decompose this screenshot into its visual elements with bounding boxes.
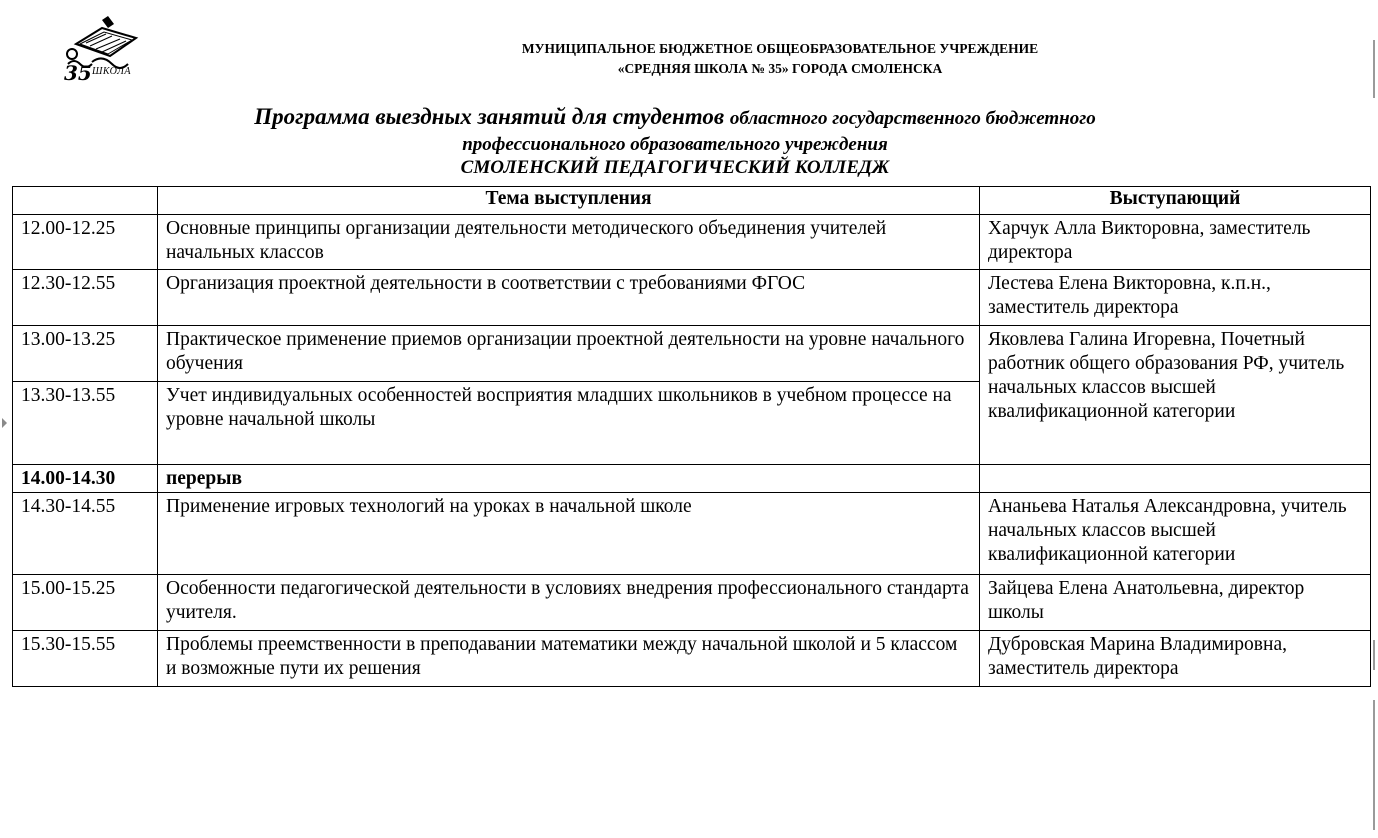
scroll-left-arrow-icon[interactable] xyxy=(2,418,7,428)
row-time: 15.00-15.25 xyxy=(13,575,158,631)
logo-caption: ШКОЛА xyxy=(92,66,131,77)
row-topic: Применение игровых технологий на уроках в начальной школе xyxy=(158,493,980,575)
row-speaker xyxy=(980,465,1371,493)
table-row xyxy=(13,270,1371,326)
table-row xyxy=(13,215,1371,270)
row-speaker: Харчук Алла Викторовна, заместитель директора xyxy=(980,215,1371,270)
row-topic: Особенности педагогической деятельности в условиях внедрения профессионального стандарта учителя. xyxy=(158,575,980,631)
header-speaker: Выступающий xyxy=(980,187,1371,215)
row-topic: перерыв xyxy=(158,465,980,493)
table-row xyxy=(13,575,1371,631)
row-topic: Проблемы преемственности в преподавании математики между начальной школой и 5 классом и возможные пути их решения xyxy=(158,631,980,687)
row-speaker: Ананьева Наталья Александровна, учитель начальных классов высшей квалификационной категории xyxy=(980,493,1371,575)
row-time: 14.00-14.30 xyxy=(13,465,158,493)
institution-name-line2: «СРЕДНЯЯ ШКОЛА № 35» ГОРОДА СМОЛЕНСКА xyxy=(617,61,943,76)
program-title-sub: областного государственного бюджетного xyxy=(729,108,1096,129)
table-row xyxy=(13,631,1371,687)
institution-name-line1: МУНИЦИПАЛЬНОЕ БЮДЖЕТНОЕ ОБЩЕОБРАЗОВАТЕЛЬНОЕ УЧРЕЖДЕНИЕ xyxy=(521,41,1039,56)
row-time: 13.00-13.25 xyxy=(13,326,158,382)
row-speaker: Зайцева Елена Анатольевна, директор школы xyxy=(980,575,1371,631)
scrollbar-marker[interactable] xyxy=(1373,640,1375,670)
row-speaker: Яковлева Галина Игоревна, Почетный работник общего образования РФ, учитель начальных классов высшей квалификационной категории xyxy=(980,326,1371,465)
header-topic: Тема выступления xyxy=(158,187,980,215)
row-speaker: Лестева Елена Викторовна, к.п.н., заместитель директора xyxy=(980,270,1371,326)
row-topic: Организация проектной деятельности в соответствии с требованиями ФГОС xyxy=(158,270,980,326)
table-row xyxy=(13,326,1371,382)
program-title-line1 xyxy=(10,106,1340,131)
row-speaker: Дубровская Марина Владимировна, заместитель директора xyxy=(980,631,1371,687)
row-time: 14.30-14.55 xyxy=(13,493,158,575)
program-title-line2: профессионального образовательного учреждения xyxy=(462,134,888,155)
table-row-break xyxy=(13,465,1371,493)
svg-text:35: 35 xyxy=(64,61,92,85)
row-time: 13.30-13.55 xyxy=(13,382,158,465)
program-title-line3: СМОЛЕНСКИЙ ПЕДАГОГИЧЕСКИЙ КОЛЛЕДЖ xyxy=(460,157,890,178)
schedule-table xyxy=(12,186,1371,687)
header-time xyxy=(13,187,158,215)
row-time: 12.30-12.55 xyxy=(13,270,158,326)
program-title-main: Программа выездных занятий для студентов xyxy=(254,104,730,129)
row-topic: Основные принципы организации деятельности методического объединения учителей начальных классов xyxy=(158,215,980,270)
row-topic: Учет индивидуальных особенностей восприятия младших школьников в учебном процессе на уровне начальной школы xyxy=(158,382,980,465)
row-topic: Практическое применение приемов организации проектной деятельности на уровне начального обучения xyxy=(158,326,980,382)
table-row xyxy=(13,493,1371,575)
scrollbar-marker[interactable] xyxy=(1373,40,1375,98)
row-time: 15.30-15.55 xyxy=(13,631,158,687)
scrollbar-marker[interactable] xyxy=(1373,700,1375,830)
table-header-row xyxy=(13,187,1371,215)
row-time: 12.00-12.25 xyxy=(13,215,158,270)
